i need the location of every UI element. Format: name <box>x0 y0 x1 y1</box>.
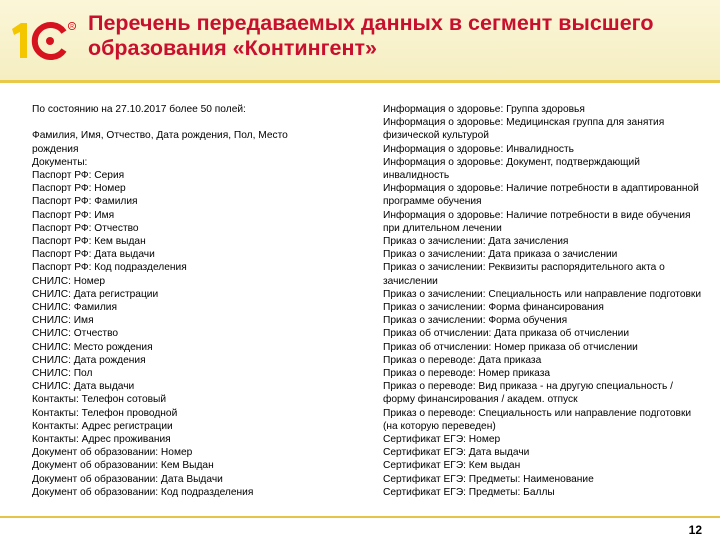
page-title: Перечень передаваемых данных в сегмент высшего образования «Контингент» <box>88 11 654 60</box>
list-item: Паспорт РФ: Серия <box>32 170 125 181</box>
list-item: СНИЛС: Номер <box>32 275 106 287</box>
list-item: Документ об образовании: Кем Выдан <box>32 460 214 472</box>
list-item: Паспорт РФ: Фамилия <box>32 196 138 208</box>
intro-text: По состоянию на 27.10.2017 более 50 полей: <box>32 104 246 115</box>
list-item: Паспорт РФ: Код подразделения <box>32 262 187 274</box>
list-item: Приказ о зачислении: Реквизиты распорядительного акта о зачислении <box>383 262 665 287</box>
list-item: СНИЛС: Пол <box>32 368 93 380</box>
list-item: Контакты: Адрес регистрации <box>32 420 173 432</box>
list-item: Приказ о переводе: Специальность или направление подготовки (на которую переведен) <box>383 407 692 432</box>
list-item: Информация о здоровье: Наличие потребности в виде обучения при длительном лечении <box>383 209 691 234</box>
list-item: Контакты: Адрес проживания <box>32 434 171 446</box>
1c-logo <box>8 20 78 60</box>
list-item: СНИЛС: Дата выдачи <box>32 381 135 393</box>
list-item: Приказ о переводе: Вид приказа - на другую специальность / форму финансирования / академ. отпуск <box>383 381 673 406</box>
list-item: Паспорт РФ: Отчество <box>32 222 139 234</box>
list-item: Документы: <box>32 156 88 168</box>
list-item: Сертификат ЕГЭ: Предметы: Наименование <box>383 473 594 485</box>
list-item: Приказ об отчислении: Номер приказа об отчислении <box>383 341 638 353</box>
list-item: СНИЛС: Отчество <box>32 328 119 340</box>
list-item: Приказ о переводе: Номер приказа <box>383 368 551 380</box>
list-item: Информация о здоровье: Инвалидность <box>383 143 574 155</box>
list-item: Документ об образовании: Дата Выдачи <box>32 473 223 485</box>
spacer <box>32 116 337 129</box>
list-item: Сертификат ЕГЭ: Дата выдачи <box>383 447 530 459</box>
list-item: Документ об образовании: Номер <box>32 447 193 459</box>
list-item: Фамилия, Имя, Отчество, Дата рождения, Пол, Место рождения <box>32 130 288 155</box>
list-item: Контакты: Телефон сотовый <box>32 394 167 406</box>
list-item: Приказ о зачислении: Специальность или направление подготовки <box>383 288 702 300</box>
list-item: Паспорт РФ: Номер <box>32 183 126 195</box>
list-item: Приказ о зачислении: Форма финансирования <box>383 302 604 314</box>
list-item: Паспорт РФ: Дата выдачи <box>32 249 155 261</box>
list-item: Информация о здоровье: Документ, подтверждающий инвалидность <box>383 156 640 182</box>
list-item: Сертификат ЕГЭ: Предметы: Баллы <box>383 486 555 498</box>
list-item: Приказ о зачислении: Дата зачисления <box>383 236 569 248</box>
list-item: Паспорт РФ: Имя <box>32 209 115 221</box>
list-item: Приказ о зачислении: Дата приказа о зачислении <box>383 249 618 261</box>
footer-divider <box>0 516 720 518</box>
left-field-list <box>32 103 337 499</box>
list-item: Документ об образовании: Код подразделения <box>32 486 254 498</box>
list-item: Сертификат ЕГЭ: Кем выдан <box>383 460 521 472</box>
list-item: Паспорт РФ: Кем выдан <box>32 236 146 248</box>
list-item: Приказ о зачислении: Форма обучения <box>383 315 568 327</box>
list-item: Контакты: Телефон проводной <box>32 407 178 419</box>
list-item: СНИЛС: Дата регистрации <box>32 288 159 300</box>
right-field-list <box>383 103 703 499</box>
svg-text:R: R <box>70 24 74 30</box>
page-number: 12 <box>688 523 702 537</box>
list-item: Информация о здоровье: Группа здоровья <box>383 104 585 115</box>
list-item: СНИЛС: Имя <box>32 315 94 327</box>
list-item: Сертификат ЕГЭ: Номер <box>383 434 501 446</box>
list-item: СНИЛС: Место рождения <box>32 341 153 353</box>
list-item: СНИЛС: Дата рождения <box>32 354 146 366</box>
list-item: Информация о здоровье: Наличие потребности в адаптированной программе обучения <box>383 183 699 208</box>
list-item: Приказ об отчислении: Дата приказа об отчислении <box>383 328 630 340</box>
list-item: Информация о здоровье: Медицинская группа для занятия физической культурой <box>383 117 665 142</box>
list-item: СНИЛС: Фамилия <box>32 302 117 314</box>
list-item: Приказ о переводе: Дата приказа <box>383 354 542 366</box>
header-divider <box>0 80 720 83</box>
